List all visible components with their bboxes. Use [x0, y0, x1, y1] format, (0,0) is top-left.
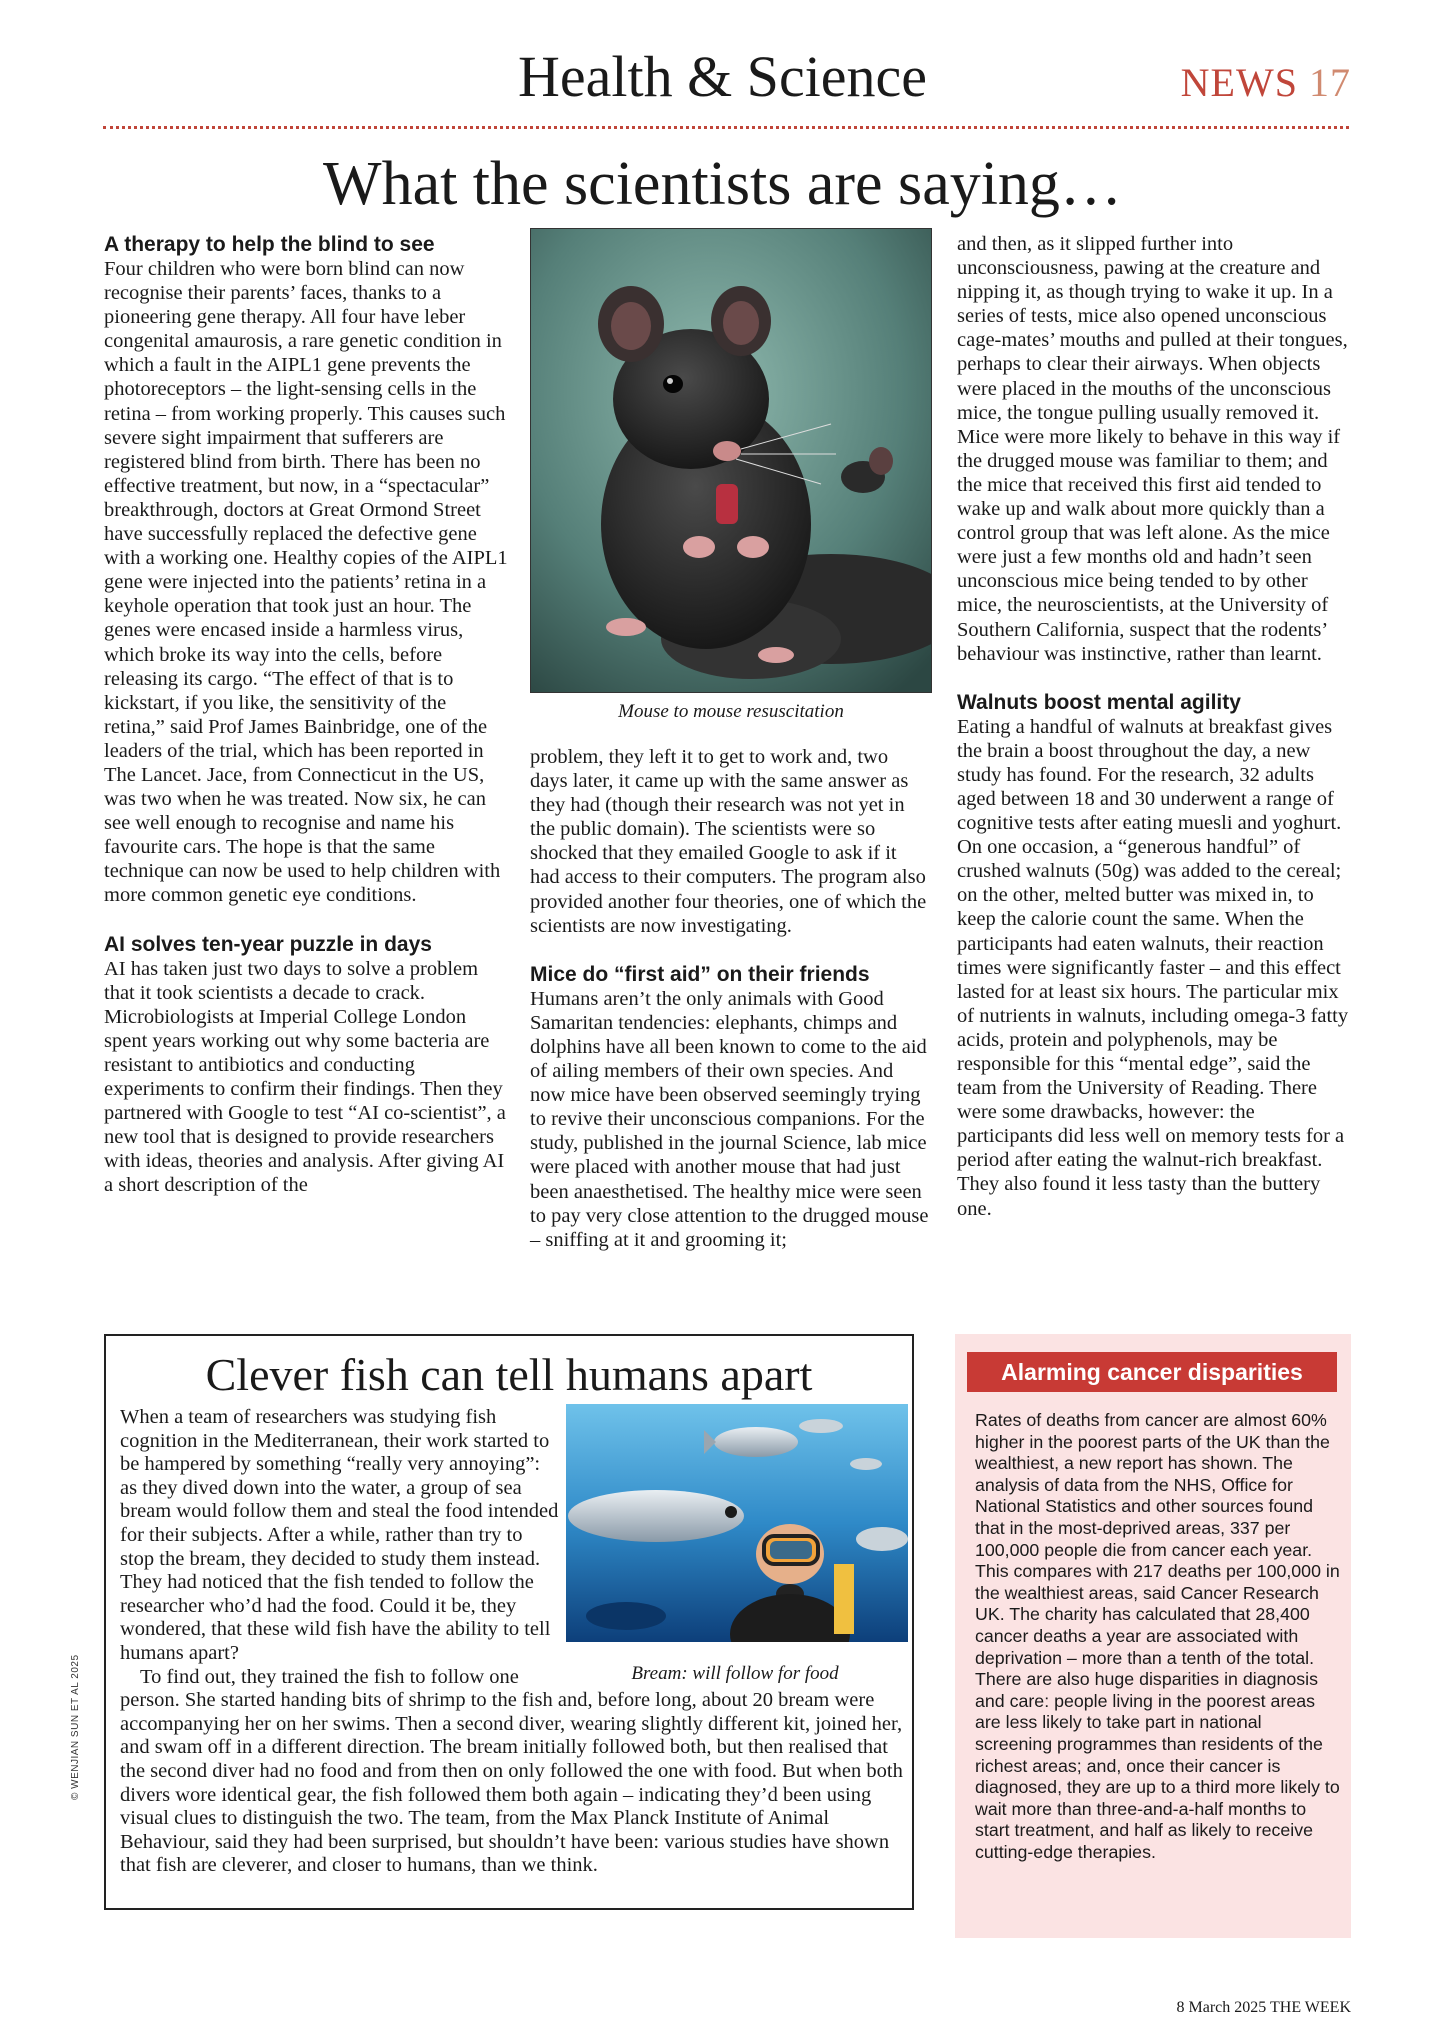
column-right — [957, 232, 1353, 1221]
mouse-illustration — [531, 229, 931, 692]
mice-first-aid-body-part1: Humans aren’t the only animals with Good Samaritan tendencies: elephants, chimps and dolphins have all been known to come to the aid of ailing members of their own species. And now mice have been observed seemingly trying to revive their unconscious companions. For the study, published in the journal Science, lab mice were placed with another mouse that had just been anaesthetised. The healthy mice were seen to pay very close attention to the drugged mouse – sniffing at it and grooming it; — [530, 987, 929, 1251]
header-divider — [103, 126, 1349, 129]
fish-article-para1: When a team of researchers was studying fish cognition in the Mediterranean, their work started to be hampered by something “really very annoying”: as they dived down into the water, a group of sea bream would follow them and steal the food intended for their subjects. After a while, rather than try to stop the bream, they decided to study them instead. They had noticed that the fish tended to follow the researcher who’d had the food. Could it be, they wondered, that these wild fish have the ability to tell humans apart? — [120, 1406, 559, 1664]
mouse-photo-caption: Mouse to mouse resuscitation — [618, 701, 844, 722]
column-middle — [530, 745, 930, 1252]
cancer-disparities-body: Rates of deaths from cancer are almost 60% higher in the poorest parts of the UK than the wealthiest, a new report has shown. The analysis of data from the NHS, Office for National Statistics and other sources found that in the most-deprived areas, 337 per 100,000 people die from cancer each year. This compares with 217 deaths per 100,000 in the wealthiest areas, said Cancer Research UK. The charity has calculated that 28,400 cancer deaths a year are associated with deprivation – more than a tenth of the total. There are also huge disparities in diagnosis and care: people living in the poorest areas are less likely to take part in national screening programmes than residents of the richest areas; and, once their cancer is diagnosed, they are up to a third more likely to wait more than three-and-a-half months to start treatment, and half as likely to receive cutting-edge therapies. — [975, 1410, 1340, 1862]
blind-therapy-heading: A therapy to help the blind to see — [104, 233, 435, 256]
walnuts-heading: Walnuts boost mental agility — [957, 690, 1241, 714]
column-left — [104, 232, 510, 1197]
ai-puzzle-body-part1: AI has taken just two days to solve a problem that it took scientists a decade to crack. Microbiologists at Imperial College London spent years working out why some bacteria are resistant to antibiotics and conducting experiments to confirm their findings. Then they partnered with Google to test “AI co-scientist”, a new tool that is designed to provide researchers with ideas, theories and analysis. After giving AI a short description of the — [104, 957, 506, 1197]
mice-first-aid-body-part2: and then, as it slipped further into unconsciousness, pawing at the creature and nipping it, as though trying to wake it up. In a series of tests, mice also opened unconscious cage-mates’ mouths and pulled at their tongues, perhaps to clear their airways. When objects were placed in the mouths of the unconscious mice, the tongue pulling usually removed it. Mice were more likely to behave in this way if the drugged mouse was familiar to them; and the mice that received this first aid tended to wake up and walk about more quickly than a control group that was left alone. As the mice were just a few months old and hadn’t seen unconscious mice being tended to by other mice, the neuroscientists, at the University of Southern California, suspect that the rodents’ behaviour was instinctive, rather than learnt. — [957, 233, 1348, 665]
fish-photo-spacer — [560, 1406, 910, 1688]
ai-puzzle-heading: AI solves ten-year puzzle in days — [104, 932, 432, 956]
fish-article-body — [120, 1406, 910, 1878]
fish-article-para2: To find out, they trained the fish to follow one person. She started handing bits of shrimp to the fish and, before long, about 20 bream were accompanying her on her swims. Then a second diver, wearing slightly different kit, joined her, and swam off in a different direction. The bream initially followed both, but then realised that the second diver had no food and from then on only followed the one with food. But when both divers wore identical gear, the fish followed them both again – indicating they’d been using visual clues to distinguish the two. The team, from the Max Planck Institute of Animal Behaviour, said they had been surprised, but shouldn’t have been: various studies have shown that fish are cleverer, and closer to humans, than we think. — [120, 1665, 903, 1877]
section-title: Health & Science — [517, 44, 928, 109]
photo-credit: © WENJIAN SUN ET AL 2025 — [70, 1654, 81, 1800]
mouse-photo — [530, 228, 932, 693]
page-footer: 8 March 2025 THE WEEK — [1176, 1999, 1351, 2016]
news-page-label — [1181, 58, 1351, 108]
blind-therapy-body: Four children who were born blind can now recognise their parents’ faces, thanks to a pioneering gene therapy. All four have leber congenital amaurosis, a rare genetic condition in which a fault in the AIPL1 gene prevents the photoreceptors – the light-sensing cells in the retina – from working properly. This causes such severe sight impairment that sufferers are registered blind from birth. There has been no effective treatment, but now, in a “spectacular” breakthrough, doctors at Great Ormond Street have successfully replaced the defective gene with a working one. Healthy copies of the AIPL1 gene were injected into the patients’ retina in a keyhole operation that took just an hour. The genes were encased inside a harmless virus, which broke its way into the cells, before releasing its cargo. “The effect of that is to kickstart, if you like, the sensitivity of the retina,” said Prof James Bainbridge, one of the leaders of the trial, which has been reported in The Lancet. Jace, from Connecticut in the US, was two when he was treated. Now six, he can see well enough to recognise and name his favourite cars. The hope is that the same technique can now be used to help children with more common genetic eye conditions. — [104, 258, 508, 907]
page-number: 17 — [1309, 60, 1351, 105]
page-headline: What the scientists are saying… — [323, 150, 1122, 218]
news-label: NEWS — [1180, 60, 1298, 105]
fish-article-title: Clever fish can tell humans apart — [205, 1349, 813, 1400]
cancer-disparities-heading: Alarming cancer disparities — [967, 1352, 1337, 1392]
walnuts-body: Eating a handful of walnuts at breakfast gives the brain a boost throughout the day, a new study has found. For the research, 32 adults aged between 18 and 30 underwent a range of cognitive tests after eating muesli and yoghurt. On one occasion, a “generous handful” of crushed walnuts (50g) was added to the cereal; on the other, melted butter was mixed in, to keep the calorie count the same. When the participants had eaten walnuts, their reaction times were significantly faster – and this effect lasted for at least six hours. The particular mix of nutrients in walnuts, including omega-3 fatty acids, protein and polyphenols, may be responsible for this “mental edge”, said the team from the University of Reading. There were some drawbacks, however: the participants did less well on memory tests for a period after eating the walnut-rich breakfast. They also found it less tasty than the buttery one. — [957, 715, 1349, 1220]
fish-photo-caption: Bream: will follow for food — [631, 1663, 839, 1684]
mice-first-aid-heading: Mice do “first aid” on their friends — [530, 962, 870, 986]
ai-puzzle-body-part2: problem, they left it to get to work and, two days later, it came up with the same answer as they had (though their research was not yet in the public domain). The scientists were so shocked that they emailed Google to ask if it had access to their computers. The program also provided another four theories, one of which the scientists are now investigating. — [530, 746, 927, 937]
